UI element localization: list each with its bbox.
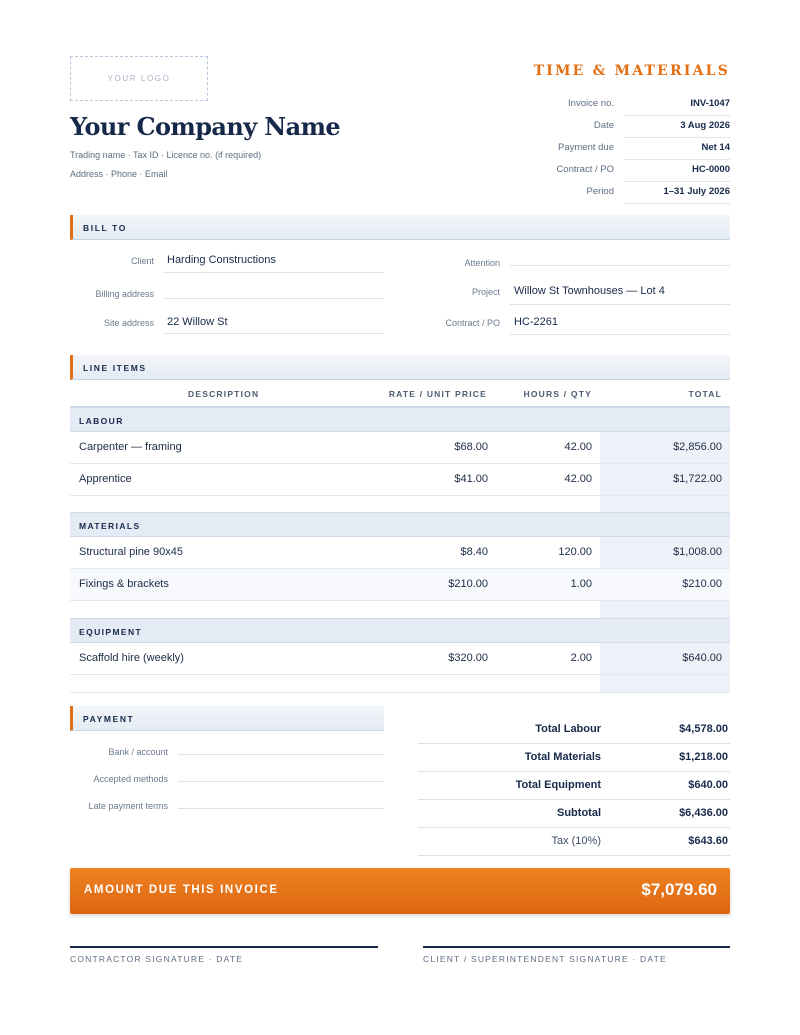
row-rate: $68.00 <box>454 441 488 453</box>
row-qty: 42.00 <box>564 441 592 453</box>
row-total: $640.00 <box>682 652 722 664</box>
meta-value: INV-1047 <box>625 94 730 116</box>
row-rate: $41.00 <box>454 473 488 485</box>
row-description: Apprentice <box>79 473 132 485</box>
summary-total-labour <box>418 716 730 744</box>
meta-invoice-no <box>540 94 730 116</box>
summary-value: $643.60 <box>688 835 728 847</box>
client-signature-label: CLIENT / SUPERINTENDENT SIGNATURE · DATE <box>423 954 667 964</box>
row-total: $1,722.00 <box>673 473 722 485</box>
empty-row <box>70 601 730 619</box>
meta-label: Invoice no. <box>568 98 614 109</box>
meta-value: Net 14 <box>625 138 730 160</box>
group-equipment: EQUIPMENT <box>70 618 730 643</box>
row-rate: $8.40 <box>460 546 488 558</box>
summary-total-equipment <box>418 772 730 800</box>
site-address-label: Site address <box>103 318 154 328</box>
row-description: Fixings & brackets <box>79 578 169 590</box>
summary-subtotal <box>418 800 730 828</box>
meta-label: Period <box>586 186 614 197</box>
group-labour: LABOUR <box>70 407 730 432</box>
row-description: Carpenter — framing <box>79 441 182 453</box>
client-underline <box>163 272 384 273</box>
meta-date <box>540 116 730 138</box>
meta-contract <box>540 160 730 182</box>
company-logo-placeholder: YOUR LOGO <box>70 56 208 101</box>
late-terms-underline <box>178 808 384 809</box>
invoice-meta <box>540 94 730 204</box>
company-name: Your Company Name <box>70 112 341 141</box>
row-rate: $320.00 <box>448 652 488 664</box>
column-total: TOTAL <box>688 389 722 399</box>
billing-address-label: Billing address <box>95 289 154 299</box>
line-items-heading: LINE ITEMS <box>70 355 730 380</box>
row-description: Structural pine 90x45 <box>79 546 183 558</box>
row-rate: $210.00 <box>448 578 488 590</box>
summary-total-materials <box>418 744 730 772</box>
amount-due-label: AMOUNT DUE THIS INVOICE <box>84 884 279 896</box>
bank-account-label: Bank / account <box>108 747 168 757</box>
contract-underline <box>510 334 730 335</box>
row-total: $1,008.00 <box>673 546 722 558</box>
meta-period <box>540 182 730 204</box>
table-row <box>70 643 730 675</box>
accepted-methods-underline <box>178 781 384 782</box>
attention-label: Attention <box>464 258 500 268</box>
project-underline <box>510 304 730 305</box>
column-qty: HOURS / QTY <box>523 389 592 399</box>
client-label: Client <box>130 256 154 266</box>
project-value[interactable]: Willow St Townhouses — Lot 4 <box>514 285 665 297</box>
amount-due-banner <box>70 868 730 914</box>
contractor-signature-label: CONTRACTOR SIGNATURE · DATE <box>70 954 244 964</box>
summary-value: $4,578.00 <box>679 723 728 735</box>
row-total: $2,856.00 <box>673 441 722 453</box>
meta-value: HC-0000 <box>625 160 730 182</box>
empty-row <box>70 675 730 693</box>
summary-label: Total Materials <box>524 751 601 763</box>
meta-label: Payment due <box>558 142 614 153</box>
meta-value: 1–31 July 2026 <box>625 182 730 204</box>
attention-underline <box>510 265 730 266</box>
contract-value[interactable]: HC-2261 <box>514 316 559 328</box>
amount-due-value: $7,079.60 <box>641 880 717 899</box>
table-row <box>70 432 730 464</box>
row-qty: 2.00 <box>570 652 592 664</box>
accepted-methods-label: Accepted methods <box>93 774 168 784</box>
row-qty: 42.00 <box>564 473 592 485</box>
document-title: TIME & MATERIALS <box>533 63 730 79</box>
meta-payment-due <box>540 138 730 160</box>
meta-label: Date <box>593 120 614 131</box>
company-contact: Address · Phone · Email <box>70 169 168 179</box>
row-description: Scaffold hire (weekly) <box>79 652 184 664</box>
column-description: DESCRIPTION <box>188 389 260 399</box>
summary-label: Subtotal <box>557 807 601 819</box>
project-label: Project <box>471 287 500 297</box>
client-signature-line[interactable] <box>423 946 730 948</box>
summary-label: Total Equipment <box>515 779 601 791</box>
contract-label: Contract / PO <box>445 318 500 328</box>
contractor-signature-line[interactable] <box>70 946 378 948</box>
row-qty: 120.00 <box>558 546 592 558</box>
summary-value: $640.00 <box>688 779 728 791</box>
row-total: $210.00 <box>682 578 722 590</box>
meta-value: 3 Aug 2026 <box>625 116 730 138</box>
summary-value: $6,436.00 <box>679 807 728 819</box>
column-rate: RATE / UNIT PRICE <box>388 389 487 399</box>
table-row <box>70 537 730 569</box>
group-materials: MATERIALS <box>70 512 730 537</box>
site-address-value[interactable]: 22 Willow St <box>167 316 228 328</box>
row-qty: 1.00 <box>570 578 592 590</box>
summary-label: Tax (10%) <box>551 835 601 847</box>
meta-label: Contract / PO <box>556 164 614 175</box>
bill-to-heading: BILL TO <box>70 215 730 240</box>
summary-tax <box>418 828 730 856</box>
company-details: Trading name · Tax ID · Licence no. (if required) <box>70 150 262 160</box>
client-value[interactable]: Harding Constructions <box>167 254 276 266</box>
site-address-underline <box>163 333 384 334</box>
table-row <box>70 464 730 496</box>
summary-value: $1,218.00 <box>679 751 728 763</box>
table-row <box>70 569 730 601</box>
billing-address-underline <box>163 298 384 299</box>
bank-account-underline <box>178 754 384 755</box>
late-terms-label: Late payment terms <box>88 801 168 811</box>
summary-label: Total Labour <box>535 723 601 735</box>
payment-heading: PAYMENT <box>70 706 384 731</box>
